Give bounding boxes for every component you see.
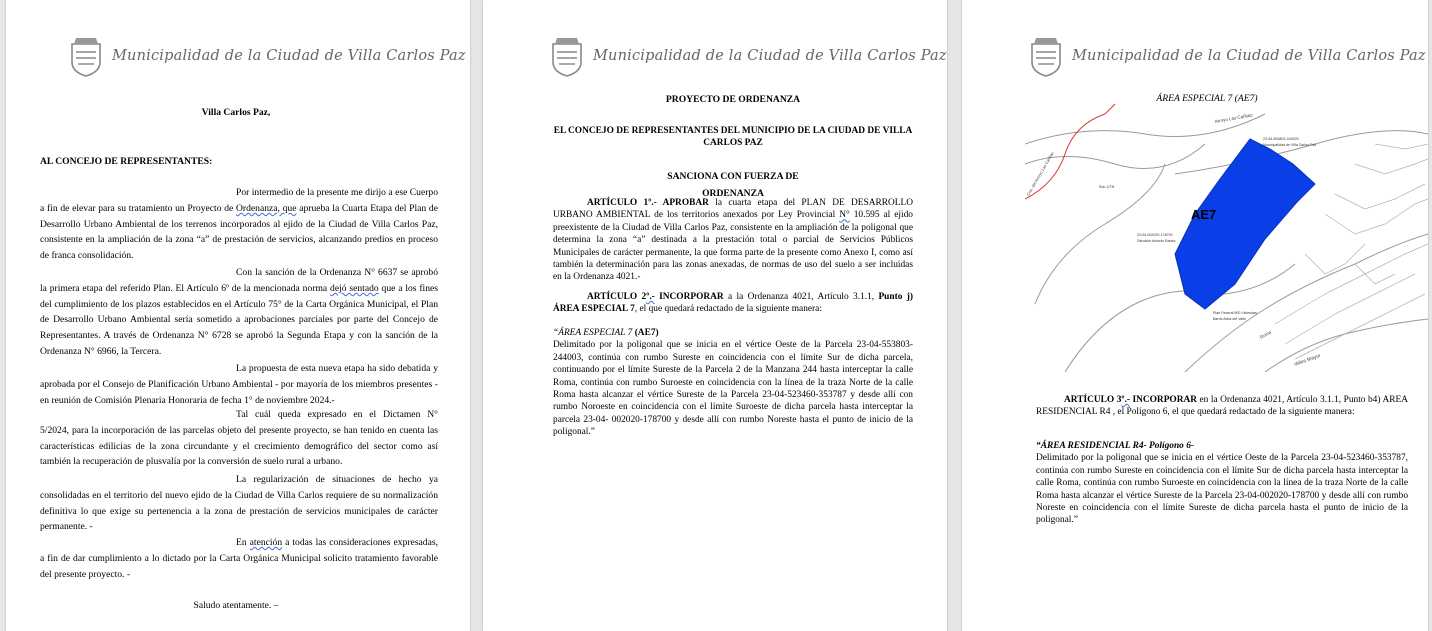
document-page-3 <box>962 0 1428 631</box>
parcel-label: Barrio Altos del Valle <box>1213 317 1246 321</box>
letterhead <box>68 34 466 78</box>
ordinance-project-title: PROYECTO DE ORDENANZA <box>665 94 801 105</box>
document-page-1 <box>6 0 470 631</box>
area-especial-7-text: “ÁREA ESPECIAL 7 (AE7) Delimitado por la poligonal que se inicia en el vértice Oeste de la Parcela 23-04-553803-244003, continúa con rumbo Sureste en coincidencia con el límite Sur de dicha parcela, continuando por el límite Sureste de la Parcela 2 de la Manzana 244 hasta interceptar la calle Roma, continúa con rumbo Suroeste en coincidencia con la línea de la traza Norte de la calle Roma hasta alcanzar el vértice Sureste de la Parcela 23-04-523460-353787 y desde allí con rumbo Noroeste en coincidencia con el límite Suroeste de dicha parcela hasta interceptar la parcela 23-04- 002020-178700 y desde allí con rumbo Noreste hasta el punto de inicio de la poligonal.” <box>553 328 913 438</box>
street-label-camino: Cno. del Arroyo Las Cañitas <box>1025 150 1055 197</box>
city-line: Villa Carlos Paz, <box>201 107 271 118</box>
parcel-label: Salvador Antonio Barcia <box>1137 239 1176 243</box>
area-residencial-r4-text: “ÁREA RESIDENCIAL R4- Polígono 6- Delimitado por la poligonal que se inicia en el vértice Oeste de la Parcela 23-04-523460-353787, continúa con rumbo Sureste en coincidencia con el límite Sur de dicha parcela hasta interceptar la calle Roma, continúa con rumbo Suroeste en coincidencia con la línea de la traza Norte de la calle Roma hasta alcanzar el vértice Sureste de la Parcela 23-04-002020-178700 y desde allí con rumbo Noreste en coincidencia con el límite Sureste de dicha parcela hasta el punto de inicio de la poligonal.” <box>1036 441 1408 526</box>
street-label-arroyo: Arroyo Las Cañitas <box>1214 112 1253 124</box>
letterhead <box>549 34 947 78</box>
parcel-label: Sub 1/TN <box>1099 185 1115 189</box>
ae7-location-map <box>1025 104 1428 372</box>
ae7-zone-label: AE7 <box>1191 207 1217 222</box>
letterhead <box>1028 34 1426 78</box>
letterhead-title: Municipalidad de la Ciudad de Villa Carlos Paz <box>1072 48 1426 64</box>
parcel-label: 23-04-002020-178700 <box>1137 233 1173 237</box>
municipal-seal-icon <box>68 34 104 78</box>
letterhead-title: Municipalidad de la Ciudad de Villa Carlos Paz <box>593 48 947 64</box>
closing: Saludo atentamente. – <box>193 600 279 611</box>
addressee: AL CONCEJO DE REPRESENTANTES: <box>40 156 213 167</box>
article-2: ARTÍCULO 2º.- INCORPORAR a la Ordenanza 4021, Artículo 3.1.1, Punto j) ÁREA ESPECIAL 7, el que quedará redactado de la siguiente manera: <box>553 292 913 315</box>
letterhead-title: Municipalidad de la Ciudad de Villa Carlos Paz <box>112 48 466 64</box>
article-1: ARTÍCULO 1º.- APROBAR la cuarta etapa del PLAN DE DESARROLLO URBANO AMBIENTAL de los territorios anexados por Ley Provincial N° 10.595 al ejido preexistente de la Ciudad de Villa Carlos Paz, consistente en la ampliación de la poligonal que determina la zona “a” destinada a la prestación total o parcial de Servicios Públicos Municipales de carácter permanente, la que forma parte de la presente como Anexo I, como así también la determinación para las zonas anexadas, de normas de uso del suelo a ser incluidas en la Ordenanza 4021.- <box>553 198 913 283</box>
municipal-seal-icon <box>1028 34 1064 78</box>
paragraph-1: Por intermedio de la presente me dirijo a ese Cuerpo a fin de elevar para su tratamiento un Proyecto de Ordenanza, que aprueba la Cuarta Etapa del Plan de Desarrollo Urbano Ambiental de los terrenos incorporados al ejido de la Ciudad de Villa Carlos Paz, consistente en la ampliación de la zona “a” de prestación de servicios, alcanzando predios en proceso de franca consolidación. <box>40 187 438 262</box>
street-label-roma: Roma <box>1259 329 1272 340</box>
paragraph-6: En atención a todas las consideraciones expresadas, a fin de dar cumplimiento a lo dictado por la Carta Orgánica Municipal solicito tratamiento favorable del presente proyecto. - <box>40 537 438 580</box>
parcel-label: 23-04-553803-244003 <box>1263 137 1299 141</box>
street-label-wiles: Wiles Mayor <box>1293 352 1322 368</box>
map-title: ÁREA ESPECIAL 7 (AE7) <box>1156 93 1258 104</box>
document-page-2 <box>483 0 947 631</box>
article-3: ARTÍCULO 3º.- INCORPORAR en la Ordenanza 4021, Artículo 3.1.1, Punto b4) AREA RESIDENCIAL R4 , el Polígono 6, el que quedará redactado de la siguiente manera: <box>1036 395 1408 418</box>
paragraph-5: La regularización de situaciones de hecho ya consolidadas en el territorio del nuevo ejido de la Ciudad de Villa Carlos requiere de su normalización definitiva lo que exige su pertenencia a la zona de prestación de servicios municipales de carácter permanente. - <box>40 474 438 533</box>
paragraph-4: Tal cuál queda expresado en el Dictamen N° 5/2024, para la incorporación de las parcelas objeto del presente proyecto, se han tenido en cuenta las características edilicias de la zona circundante y el crecimiento demográfico del sector como así también la recuperación de plusvalía por la conversión de suelo rural a urbano. <box>40 409 438 468</box>
paragraph-3: La propuesta de esta nueva etapa ha sido debatida y aprobada por el Consejo de Planificación Urbano Ambiental - por mayoría de los miembros presentes - en reunión de Comisión Plenaria Honoraria de fecha 1° de noviembre 2024.- <box>40 363 438 406</box>
municipal-seal-icon <box>549 34 585 78</box>
parcel-label: Municipalidad de Villa Carlos Paz <box>1263 143 1317 147</box>
sanciona-heading: SANCIONA CON FUERZA DE ORDENANZA <box>667 171 799 199</box>
parcel-label: Plan Federal 900 Viviendas <box>1213 311 1257 315</box>
council-heading: EL CONCEJO DE REPRESENTANTES DEL MUNICIPIO DE LA CIUDAD DE VILLA CARLOS PAZ <box>553 126 913 149</box>
paragraph-2: Con la sanción de la Ordenanza N° 6637 se aprobó la primera etapa del referido Plan. El Artículo 6º de la mencionada norma dejó sentado que a los fines del cumplimiento de los plazos establecidos en el Artículo 75° de la Carta Orgánica Municipal, el Plan de Desarrollo Urbano Ambiental sería sometido a aprobaciones parciales por parte del Concejo de Representantes. A través de Ordenanza N° 6728 se aprobó la Segunda Etapa y con la sanción de la Ordenanza N° 6966, la Tercera. <box>40 267 438 357</box>
